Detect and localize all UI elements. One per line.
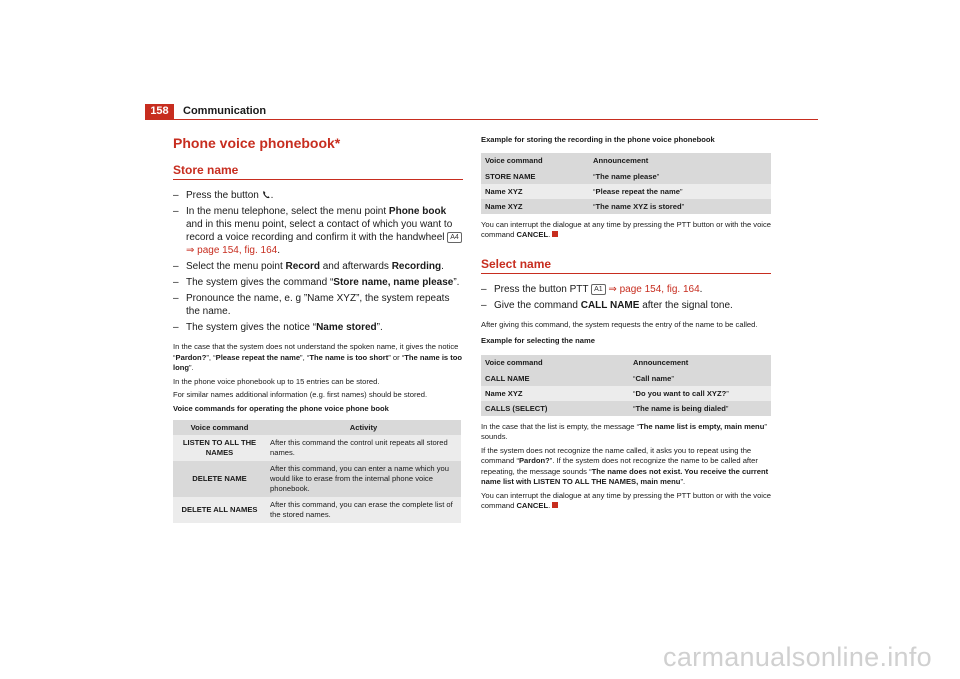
subheading-store-name: Store name xyxy=(173,163,239,177)
step: – In the menu telephone, select the menu point Phone book and in this menu point, select a contact of which you want to record a voice recording and confirm it with the handwheel A4 ⇒ page 154, fig. 164. xyxy=(173,205,463,257)
table-row xyxy=(481,169,771,184)
left-column xyxy=(173,135,463,523)
table-header: Voice command xyxy=(173,420,266,435)
table-cell: After this command, you can enter a name which you would like to erase from the internal phone voice phonebook. xyxy=(266,461,461,497)
callout-a4: A4 xyxy=(447,232,462,243)
note-interrupt: You can interrupt the dialogue at any time by pressing the PTT button or with the voice command CANCEL. xyxy=(481,219,772,239)
chapter-title: Communication xyxy=(183,105,267,117)
table-cell: “Please repeat the name” xyxy=(589,184,771,199)
section-heading: Phone voice phonebook* xyxy=(173,135,341,151)
voice-commands-table xyxy=(173,420,461,523)
table-cell: CALL NAME xyxy=(481,371,629,386)
subheading-rule xyxy=(173,179,463,180)
table-cell: CALLS (SELECT) xyxy=(481,401,629,416)
table-header: Announcement xyxy=(629,355,771,371)
section-end-mark xyxy=(552,231,558,237)
table-row xyxy=(481,386,771,401)
select-name-steps xyxy=(481,283,771,312)
note-not-recognized: If the system does not recognize the name called, it asks you to repeat using the command “Pardon?”. If the system does not recognize the name to be called after repeating, the message sounds “The name does not exist. You receive the current name list with LISTEN TO ALL THE NAMES, main menu”. xyxy=(481,445,769,486)
table-row xyxy=(173,435,461,461)
note-capacity: In the phone voice phonebook up to 15 entries can be stored. xyxy=(173,376,380,386)
table-header: Activity xyxy=(266,420,461,435)
table-row xyxy=(481,371,771,386)
table-cell: DELETE ALL NAMES xyxy=(173,497,266,523)
page-reference-link[interactable]: ⇒ page 154, fig. 164 xyxy=(605,283,700,295)
table-cell: Name XYZ xyxy=(481,199,589,214)
table-cell: “Call name” xyxy=(629,371,771,386)
table-header: Voice command xyxy=(481,153,589,169)
right-column xyxy=(481,135,771,515)
step: – The system gives the notice “Name stored”. xyxy=(173,321,463,334)
table-cell: “The name is being dialed” xyxy=(629,401,771,416)
table-cell: STORE NAME xyxy=(481,169,589,184)
store-name-steps xyxy=(173,189,463,334)
note-pardon: In the case that the system does not understand the spoken name, it gives the notice “Pardon?”, “Please repeat the name”, “The name is too short” or “The name is too long”. xyxy=(173,342,463,372)
header-rule xyxy=(145,119,818,120)
table-cell: “The name XYZ is stored” xyxy=(589,199,771,214)
step: – Press the button . xyxy=(173,189,463,202)
table-header: Announcement xyxy=(589,153,771,169)
table-cell: “Do you want to call XYZ?” xyxy=(629,386,771,401)
table-cell: DELETE NAME xyxy=(173,461,266,497)
table-row xyxy=(481,184,771,199)
phone-handset-icon xyxy=(262,190,271,199)
section-end-mark xyxy=(552,502,558,508)
note-empty-list: In the case that the list is empty, the message “The name list is empty, main menu” sounds. xyxy=(481,421,767,441)
page-reference-link[interactable]: ⇒ page 154, fig. 164 xyxy=(186,245,278,256)
table-header-row xyxy=(481,153,771,169)
table-row xyxy=(481,401,771,416)
step: – Select the menu point Record and afterwards Recording. xyxy=(173,260,463,273)
subheading-select-name: Select name xyxy=(481,256,552,271)
table-cell: LISTEN TO ALL THE NAMES xyxy=(173,435,266,461)
watermark: carmanualsonline.info xyxy=(663,642,932,672)
step: – Pronounce the name, e. g ”Name XYZ”, the system repeats the name. xyxy=(173,292,463,318)
select-example-table xyxy=(481,355,771,416)
subheading-rule xyxy=(481,273,771,274)
step: – Give the command CALL NAME after the signal tone. xyxy=(481,299,771,312)
page-number: 158 xyxy=(145,104,174,119)
table-cell: Name XYZ xyxy=(481,386,629,401)
example-title: Example for selecting the name xyxy=(481,336,595,345)
table-cell: Name XYZ xyxy=(481,184,589,199)
table-header-row xyxy=(481,355,771,371)
table-cell: After this command the control unit repeats all stored names. xyxy=(266,435,461,461)
note-similar-names: For similar names additional information (e.g. first names) should be stored. xyxy=(173,390,428,399)
example-title: Example for storing the recording in the phone voice phonebook xyxy=(481,135,715,144)
note-request-entry: After giving this command, the system requests the entry of the name to be called. xyxy=(481,319,758,329)
table-cell: “The name please” xyxy=(589,169,771,184)
table-cell: After this command, you can erase the complete list of the stored names. xyxy=(266,497,461,523)
table-row xyxy=(481,199,771,214)
store-example-table xyxy=(481,153,771,214)
step: – The system gives the command “Store name, name please”. xyxy=(173,276,463,289)
table-row xyxy=(173,461,461,497)
table-header: Voice command xyxy=(481,355,629,371)
callout-a1: A1 xyxy=(591,284,606,295)
table-header-row xyxy=(173,420,461,435)
table-row xyxy=(173,497,461,523)
step: – Press the button PTT A1 ⇒ page 154, fig. 164. xyxy=(481,283,771,296)
table-title: Voice commands for operating the phone voice phone book xyxy=(173,403,389,413)
note-interrupt: You can interrupt the dialogue at any time by pressing the PTT button or with the voice command CANCEL. xyxy=(481,490,772,510)
